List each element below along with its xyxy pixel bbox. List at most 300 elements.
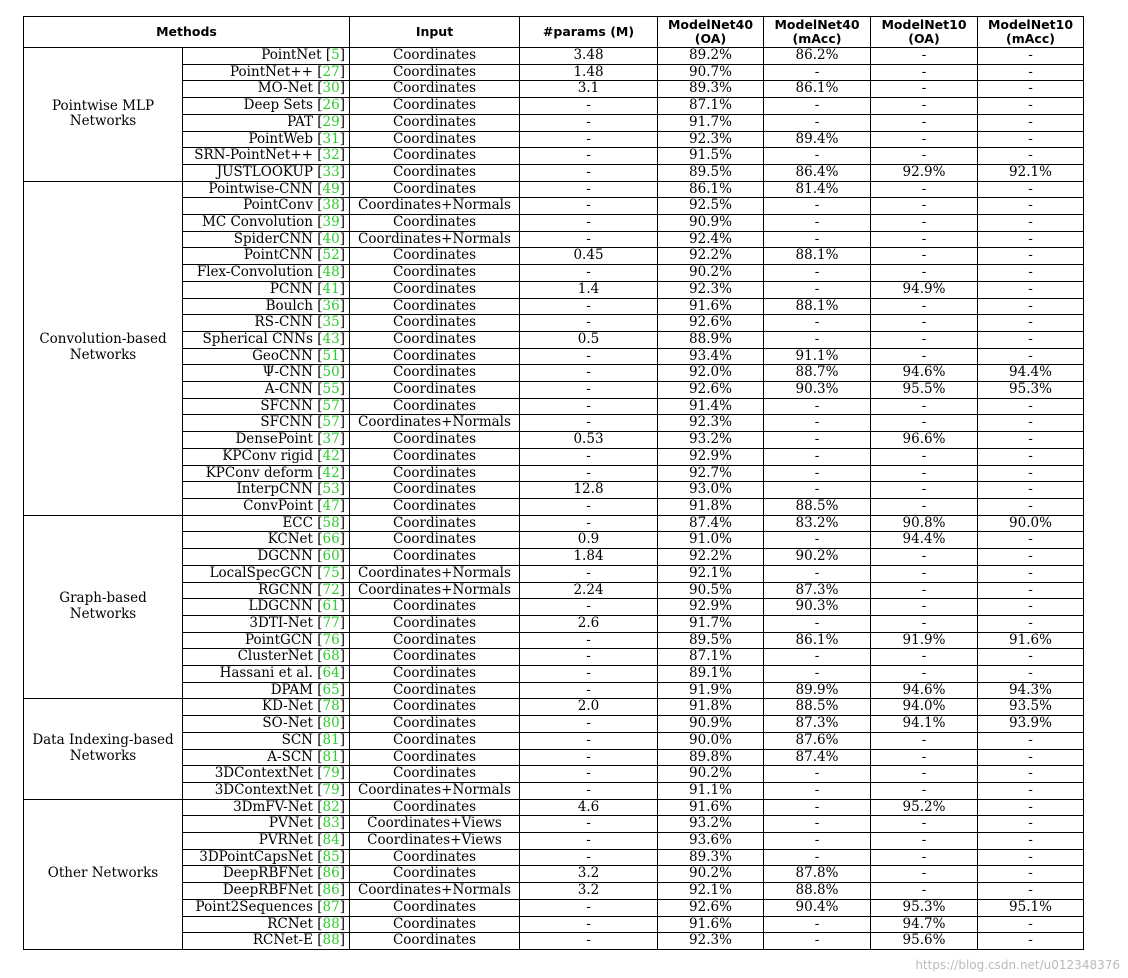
mn40-oa-cell: 91.5% <box>658 148 764 165</box>
citation-link[interactable]: [77] <box>312 615 345 631</box>
input-cell: Coordinates+Normals <box>350 565 520 582</box>
mn40-oa-cell: 92.7% <box>658 465 764 482</box>
citation-link[interactable]: [72] <box>312 582 345 598</box>
citation-link[interactable]: [49] <box>312 181 345 197</box>
mn40-oa-cell: 91.6% <box>658 799 764 816</box>
method-cell <box>183 515 350 532</box>
mn40-oa-cell: 90.9% <box>658 215 764 232</box>
citation-number[interactable]: 61 <box>322 598 340 615</box>
method-name: 3DmFV-Net <box>233 799 313 815</box>
mn10-macc-cell: - <box>978 198 1084 215</box>
method-cell <box>183 933 350 950</box>
method-cell <box>183 549 350 566</box>
mn10-oa-cell: - <box>871 866 978 883</box>
method-name: ConvPoint <box>243 498 313 514</box>
citation-link[interactable]: [47] <box>312 498 345 514</box>
citation-number[interactable]: 39 <box>322 214 340 231</box>
mn40-macc-cell: 90.4% <box>764 899 871 916</box>
citation-number[interactable]: 76 <box>322 632 340 648</box>
citation-link[interactable]: [35] <box>312 314 345 331</box>
citation-number[interactable]: 30 <box>322 80 340 97</box>
citation-link[interactable]: [83] <box>312 815 345 832</box>
citation-link[interactable]: [42] <box>312 465 345 481</box>
mn40-macc-cell: 88.5% <box>764 699 871 716</box>
citation-number[interactable]: 82 <box>322 799 340 815</box>
method-cell <box>183 331 350 348</box>
citation-link[interactable]: [55] <box>312 381 345 398</box>
citation-number[interactable]: 37 <box>322 431 340 448</box>
mn40-oa-cell: 91.6% <box>658 916 764 933</box>
citation-link[interactable]: [36] <box>312 298 345 314</box>
mn10-oa-cell: - <box>871 248 978 265</box>
mn10-macc-cell: - <box>978 81 1084 98</box>
params-cell: - <box>520 114 658 131</box>
params-cell: - <box>520 899 658 916</box>
params-cell: 0.53 <box>520 432 658 449</box>
citation-link[interactable]: [50] <box>312 364 345 381</box>
citation-link[interactable]: [84] <box>312 832 345 849</box>
citation-link[interactable]: [31] <box>312 131 345 147</box>
citation-number[interactable]: 57 <box>322 398 340 414</box>
citation-number[interactable]: 81 <box>322 749 340 765</box>
table-row <box>24 448 1084 465</box>
mn10-macc-cell: - <box>978 498 1084 515</box>
method-name: PointNet++ <box>230 64 313 80</box>
mn40-oa-cell: 91.0% <box>658 532 764 549</box>
method-cell <box>183 415 350 432</box>
mn10-macc-cell: - <box>978 265 1084 282</box>
citation-link[interactable]: [37] <box>312 431 345 448</box>
table-row <box>24 498 1084 515</box>
watermark: https://blog.csdn.net/u012348376 <box>915 958 1120 972</box>
params-header: #params (M) <box>520 17 658 48</box>
modelnet40-macc-header: ModelNet40 (mAcc) <box>764 17 871 48</box>
method-name: DensePoint <box>235 431 313 448</box>
mn10-macc-cell: - <box>978 114 1084 131</box>
method-name: A-CNN <box>264 381 313 398</box>
params-cell: - <box>520 515 658 532</box>
table-row <box>24 365 1084 382</box>
citation-number[interactable]: 53 <box>322 481 340 498</box>
citation-number[interactable]: 43 <box>322 331 340 347</box>
methods-header: Methods <box>24 17 350 48</box>
citation-number[interactable]: 36 <box>322 298 340 314</box>
citation-link[interactable]: [81] <box>312 749 345 765</box>
citation-number[interactable]: 83 <box>322 815 340 832</box>
citation-number[interactable]: 35 <box>322 314 340 331</box>
mn10-oa-cell: - <box>871 732 978 749</box>
mn40-macc-cell: - <box>764 215 871 232</box>
citation-link[interactable]: [82] <box>312 799 345 815</box>
citation-link[interactable]: [61] <box>312 598 345 615</box>
method-name: 3DTI-Net <box>249 615 313 631</box>
method-cell <box>183 131 350 148</box>
mn10-oa-cell: - <box>871 582 978 599</box>
mn40-macc-cell: - <box>764 799 871 816</box>
mn10-oa-cell: - <box>871 64 978 81</box>
table-row <box>24 315 1084 332</box>
method-cell <box>183 398 350 415</box>
params-cell: - <box>520 498 658 515</box>
input-cell: Coordinates <box>350 181 520 198</box>
citation-link[interactable]: [53] <box>312 481 345 498</box>
citation-link[interactable]: [51] <box>312 348 345 364</box>
method-name: PointNet <box>261 47 322 63</box>
method-name: SRN-PointNet++ <box>194 147 313 164</box>
citation-number[interactable]: 51 <box>322 348 340 364</box>
params-cell: - <box>520 231 658 248</box>
input-cell: Coordinates <box>350 649 520 666</box>
mn10-macc-cell: - <box>978 398 1084 415</box>
input-cell: Coordinates <box>350 515 520 532</box>
mn40-macc-cell: - <box>764 114 871 131</box>
citation-number[interactable]: 88 <box>322 932 340 949</box>
citation-link[interactable]: [39] <box>312 214 345 231</box>
group-label-line: Convolution-based <box>39 331 167 348</box>
mn10-macc-cell: - <box>978 231 1084 248</box>
mn10-oa-cell: - <box>871 883 978 900</box>
input-cell: Coordinates <box>350 699 520 716</box>
method-cell <box>183 766 350 783</box>
mn10-macc-cell: 95.1% <box>978 899 1084 916</box>
method-cell <box>183 81 350 98</box>
params-cell: 3.2 <box>520 883 658 900</box>
mn40-oa-cell: 90.2% <box>658 766 764 783</box>
mn40-macc-cell: 90.3% <box>764 382 871 399</box>
citation-number[interactable]: 48 <box>322 264 340 281</box>
citation-link[interactable]: [57] <box>312 398 345 414</box>
mn10-macc-cell: - <box>978 348 1084 365</box>
method-name: DPAM <box>270 682 313 698</box>
citation-number[interactable]: 60 <box>322 548 340 565</box>
table-row <box>24 382 1084 399</box>
table-row <box>24 599 1084 616</box>
method-name: SO-Net <box>262 715 313 732</box>
mn40-macc-cell: - <box>764 833 871 850</box>
citation-number[interactable]: 50 <box>322 364 340 381</box>
mn10-oa-cell: - <box>871 482 978 499</box>
method-name: MC Convolution <box>202 214 313 231</box>
citation-link[interactable]: [27] <box>312 64 345 80</box>
params-cell: - <box>520 816 658 833</box>
method-cell <box>183 98 350 115</box>
params-cell: - <box>520 164 658 181</box>
table-row <box>24 732 1084 749</box>
input-cell: Coordinates+Views <box>350 833 520 850</box>
citation-link[interactable]: [81] <box>312 732 345 748</box>
mn10-macc-cell: 92.1% <box>978 164 1084 181</box>
mn40-oa-cell: 92.6% <box>658 382 764 399</box>
citation-number[interactable]: 31 <box>322 131 340 147</box>
method-name: Boulch <box>265 298 313 314</box>
method-cell <box>183 599 350 616</box>
table-row <box>24 532 1084 549</box>
params-cell: 3.1 <box>520 81 658 98</box>
method-name: Ψ-CNN <box>262 364 313 381</box>
citation-link[interactable]: [38] <box>312 197 345 214</box>
method-cell <box>183 782 350 799</box>
citation-number[interactable]: 57 <box>322 414 340 431</box>
citation-number[interactable]: 55 <box>322 381 340 398</box>
citation-link[interactable]: [30] <box>312 80 345 97</box>
group-label-line: Graph-based <box>59 590 147 607</box>
method-name: DGCNN <box>257 548 313 565</box>
mn10-macc-cell: - <box>978 331 1084 348</box>
input-cell: Coordinates <box>350 248 520 265</box>
mn40-oa-cell: 86.1% <box>658 181 764 198</box>
params-cell: - <box>520 716 658 733</box>
method-cell <box>183 498 350 515</box>
mn10-oa-cell: - <box>871 198 978 215</box>
citation-link[interactable]: [68] <box>312 648 345 665</box>
table-row <box>24 549 1084 566</box>
mn10-macc-cell: - <box>978 98 1084 115</box>
method-cell <box>183 482 350 499</box>
mn10-macc-cell: - <box>978 248 1084 265</box>
citation-number[interactable]: 68 <box>322 648 340 665</box>
citation-link[interactable]: [5] <box>321 47 345 63</box>
mn40-oa-cell: 92.3% <box>658 933 764 950</box>
mn40-oa-cell: 89.2% <box>658 48 764 65</box>
citation-link[interactable]: [79] <box>312 765 345 782</box>
table-row <box>24 883 1084 900</box>
input-cell: Coordinates+Normals <box>350 782 520 799</box>
mn40-macc-cell: 86.1% <box>764 632 871 649</box>
citation-number[interactable]: 80 <box>322 715 340 732</box>
citation-number[interactable]: 65 <box>322 682 340 698</box>
params-cell: - <box>520 382 658 399</box>
input-cell: Coordinates <box>350 48 520 65</box>
table-row <box>24 716 1084 733</box>
params-cell: - <box>520 298 658 315</box>
mn40-oa-cell: 92.2% <box>658 248 764 265</box>
citation-number[interactable]: 58 <box>322 515 340 531</box>
table-row <box>24 666 1084 683</box>
citation-number[interactable]: 86 <box>322 882 340 899</box>
citation-link[interactable]: [60] <box>312 548 345 565</box>
citation-number[interactable]: 75 <box>322 565 340 581</box>
citation-number[interactable]: 42 <box>322 465 340 481</box>
citation-link[interactable]: [64] <box>312 665 345 682</box>
mn10-macc-cell: - <box>978 782 1084 799</box>
citation-link[interactable]: [80] <box>312 715 345 732</box>
input-cell: Coordinates+Normals <box>350 883 520 900</box>
params-cell: 1.84 <box>520 549 658 566</box>
table-row <box>24 265 1084 282</box>
citation-number[interactable]: 64 <box>322 665 340 682</box>
method-name: PAT <box>287 114 313 130</box>
citation-number[interactable]: 86 <box>322 865 340 882</box>
citation-number[interactable]: 79 <box>322 765 340 782</box>
params-cell: - <box>520 849 658 866</box>
citation-link[interactable]: [87] <box>312 899 345 915</box>
mn40-oa-cell: 92.0% <box>658 365 764 382</box>
mn10-macc-cell: - <box>978 649 1084 666</box>
table-row <box>24 248 1084 265</box>
citation-number[interactable]: 29 <box>322 114 340 130</box>
params-cell: - <box>520 782 658 799</box>
table-row <box>24 782 1084 799</box>
params-cell: - <box>520 131 658 148</box>
method-cell <box>183 315 350 332</box>
method-name: 3DContextNet <box>214 765 313 782</box>
method-cell <box>183 816 350 833</box>
input-cell: Coordinates <box>350 749 520 766</box>
citation-link[interactable]: [52] <box>312 247 345 264</box>
method-name: KD-Net <box>262 698 313 715</box>
method-cell <box>183 615 350 632</box>
group-label <box>24 515 183 699</box>
input-header: Input <box>350 17 520 48</box>
citation-number[interactable]: 27 <box>322 64 340 80</box>
mn10-oa-cell: - <box>871 549 978 566</box>
citation-link[interactable]: [88] <box>312 932 345 949</box>
mn40-oa-cell: 92.9% <box>658 448 764 465</box>
mn10-macc-cell: - <box>978 298 1084 315</box>
citation-link[interactable]: [58] <box>312 515 345 531</box>
citation-number[interactable]: 77 <box>322 615 340 631</box>
input-cell: Coordinates <box>350 331 520 348</box>
mn40-macc-cell: - <box>764 98 871 115</box>
input-cell: Coordinates <box>350 81 520 98</box>
method-name: RCNet-E <box>252 932 313 949</box>
citation-link[interactable]: [42] <box>312 448 345 464</box>
citation-number[interactable]: 66 <box>322 531 340 548</box>
input-cell: Coordinates+Normals <box>350 231 520 248</box>
citation-link[interactable]: [75] <box>312 565 345 581</box>
table-row <box>24 432 1084 449</box>
citation-number[interactable]: 47 <box>322 498 340 514</box>
method-name: JUSTLOOKUP <box>216 164 313 180</box>
params-cell: - <box>520 365 658 382</box>
citation-link[interactable]: [29] <box>312 114 345 130</box>
table-row <box>24 766 1084 783</box>
params-cell: - <box>520 148 658 165</box>
mn10-oa-cell: - <box>871 666 978 683</box>
input-cell: Coordinates <box>350 265 520 282</box>
citation-link[interactable]: [48] <box>312 264 345 281</box>
citation-link[interactable]: [40] <box>312 231 345 247</box>
table-row <box>24 48 1084 65</box>
method-cell <box>183 682 350 699</box>
input-cell: Coordinates+Normals <box>350 582 520 599</box>
params-cell: - <box>520 265 658 282</box>
citation-number[interactable]: 26 <box>322 97 340 114</box>
citation-number[interactable]: 41 <box>322 281 340 297</box>
mn40-oa-cell: 92.6% <box>658 315 764 332</box>
params-cell: - <box>520 415 658 432</box>
mn40-oa-cell: 87.1% <box>658 98 764 115</box>
header-row <box>24 17 1084 48</box>
params-cell: - <box>520 666 658 683</box>
mn10-oa-cell: - <box>871 565 978 582</box>
mn10-oa-cell: - <box>871 398 978 415</box>
input-cell: Coordinates+Normals <box>350 415 520 432</box>
citation-number[interactable]: 38 <box>322 197 340 214</box>
citation-link[interactable]: [66] <box>312 531 345 548</box>
citation-number[interactable]: 5 <box>331 47 340 63</box>
table-row <box>24 916 1084 933</box>
citation-link[interactable]: [26] <box>312 97 345 114</box>
method-cell <box>183 565 350 582</box>
citation-link[interactable]: [86] <box>312 882 345 899</box>
mn10-macc-cell: - <box>978 549 1084 566</box>
input-cell: Coordinates <box>350 615 520 632</box>
mn40-macc-cell: 86.2% <box>764 48 871 65</box>
citation-number[interactable]: 85 <box>322 849 340 865</box>
params-cell: - <box>520 916 658 933</box>
citation-number[interactable]: 42 <box>322 448 340 464</box>
mn10-oa-cell: - <box>871 81 978 98</box>
method-cell <box>183 432 350 449</box>
method-name: Pointwise-CNN <box>208 181 313 197</box>
citation-number[interactable]: 33 <box>322 164 340 180</box>
citation-number[interactable]: 87 <box>322 899 340 915</box>
params-cell: - <box>520 933 658 950</box>
mn40-macc-cell: 87.3% <box>764 716 871 733</box>
mn10-oa-cell: - <box>871 348 978 365</box>
input-cell: Coordinates <box>350 98 520 115</box>
citation-link[interactable]: [32] <box>312 147 345 164</box>
mn10-oa-cell: - <box>871 181 978 198</box>
table-row <box>24 298 1084 315</box>
citation-link[interactable]: [57] <box>312 414 345 431</box>
table-row <box>24 98 1084 115</box>
mn40-macc-cell: - <box>764 448 871 465</box>
table-row <box>24 348 1084 365</box>
citation-link[interactable]: [88] <box>312 916 345 932</box>
method-name: RS-CNN <box>254 314 313 331</box>
mn40-macc-cell: 83.2% <box>764 515 871 532</box>
citation-number[interactable]: 49 <box>322 181 340 197</box>
citation-number[interactable]: 40 <box>322 231 340 247</box>
method-name: LDGCNN <box>248 598 313 615</box>
citation-link[interactable]: [79] <box>312 782 345 798</box>
mn10-macc-cell: - <box>978 766 1084 783</box>
mn10-macc-cell: - <box>978 732 1084 749</box>
citation-number[interactable]: 78 <box>322 698 340 715</box>
citation-link[interactable]: [65] <box>312 682 345 698</box>
method-cell <box>183 48 350 65</box>
citation-number[interactable]: 32 <box>322 147 340 164</box>
citation-number[interactable]: 52 <box>322 247 340 264</box>
citation-link[interactable]: [33] <box>312 164 345 180</box>
citation-link[interactable]: [43] <box>312 331 345 347</box>
citation-link[interactable]: [76] <box>312 632 345 648</box>
citation-number[interactable]: 81 <box>322 732 340 748</box>
input-cell: Coordinates <box>350 148 520 165</box>
citation-link[interactable]: [86] <box>312 865 345 882</box>
table-row <box>24 649 1084 666</box>
citation-number[interactable]: 79 <box>322 782 340 798</box>
input-cell: Coordinates <box>350 866 520 883</box>
citation-link[interactable]: [41] <box>312 281 345 297</box>
citation-number[interactable]: 72 <box>322 582 340 598</box>
citation-link[interactable]: [78] <box>312 698 345 715</box>
mn40-macc-cell: - <box>764 198 871 215</box>
mn40-macc-cell: 89.9% <box>764 682 871 699</box>
mn10-macc-cell: - <box>978 415 1084 432</box>
input-cell: Coordinates <box>350 281 520 298</box>
params-cell: 0.5 <box>520 331 658 348</box>
mn10-macc-cell: - <box>978 849 1084 866</box>
citation-number[interactable]: 88 <box>322 916 340 932</box>
mn40-oa-cell: 92.4% <box>658 231 764 248</box>
citation-link[interactable]: [85] <box>312 849 345 865</box>
citation-number[interactable]: 84 <box>322 832 340 849</box>
mn40-macc-cell: - <box>764 265 871 282</box>
params-cell: - <box>520 448 658 465</box>
